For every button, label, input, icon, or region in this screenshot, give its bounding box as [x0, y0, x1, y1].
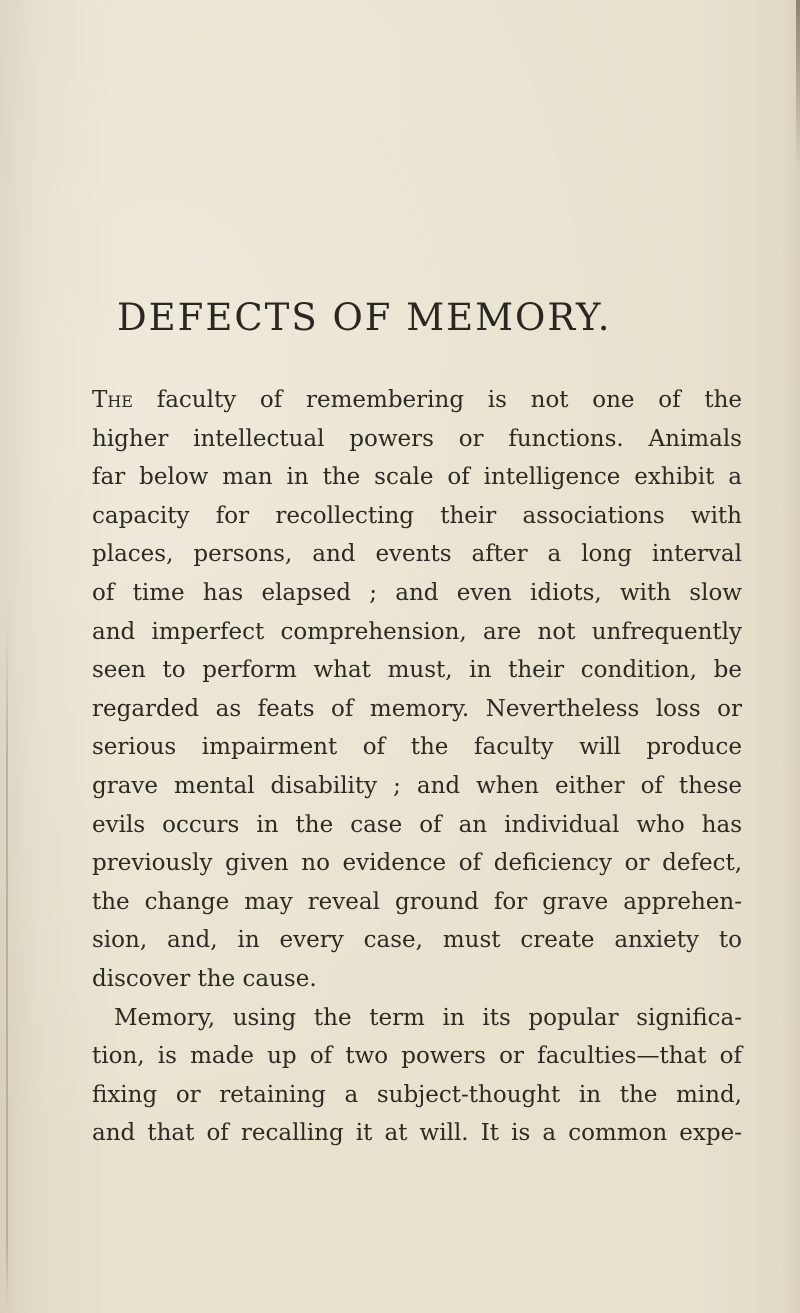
- text-line: evils occurs in the case of an individual who has: [92, 811, 742, 838]
- text-line: capacity for recollecting their associations with: [92, 502, 742, 529]
- text-line: higher intellectual powers or functions. Animals: [92, 425, 742, 452]
- text-line: places, persons, and events after a long interval: [92, 541, 742, 568]
- text-line: regarded as feats of memory. Nevertheless loss or: [92, 695, 742, 722]
- body-text: [92, 381, 742, 1153]
- page-fold-line: [6, 620, 8, 1310]
- lead-word: The: [92, 387, 133, 413]
- page-edge-shadow: [796, 0, 800, 170]
- text-line: tion, is made up of two powers or faculties—that of: [92, 1043, 742, 1070]
- text-line: far below man in the scale of intelligence exhibit a: [92, 464, 742, 491]
- text-line: of time has elapsed ; and even idiots, with slow: [92, 579, 742, 606]
- text-line: seen to perform what must, in their condition, be: [92, 657, 742, 684]
- chapter-title: DEFECTS OF MEMORY.: [117, 296, 612, 339]
- text-line: discover the cause.: [92, 965, 317, 992]
- text-line: serious impairment of the faculty will produce: [92, 734, 742, 761]
- text-line: and that of recalling it at will. It is a common expe-: [92, 1120, 742, 1147]
- text-line: Memory, using the term in its popular significa-: [114, 1004, 742, 1031]
- text-line: the change may reveal ground for grave apprehen-: [92, 888, 742, 915]
- text-line: The faculty of remembering is not one of the: [92, 387, 742, 413]
- text-line: previously given no evidence of deficiency or defect,: [92, 850, 742, 877]
- text-line: and imperfect comprehension, are not unfrequently: [92, 618, 742, 645]
- text-line: sion, and, in every case, must create anxiety to: [92, 927, 742, 954]
- text-line: fixing or retaining a subject-thought in the mind,: [92, 1081, 742, 1108]
- text-line: grave mental disability ; and when either of these: [92, 772, 742, 799]
